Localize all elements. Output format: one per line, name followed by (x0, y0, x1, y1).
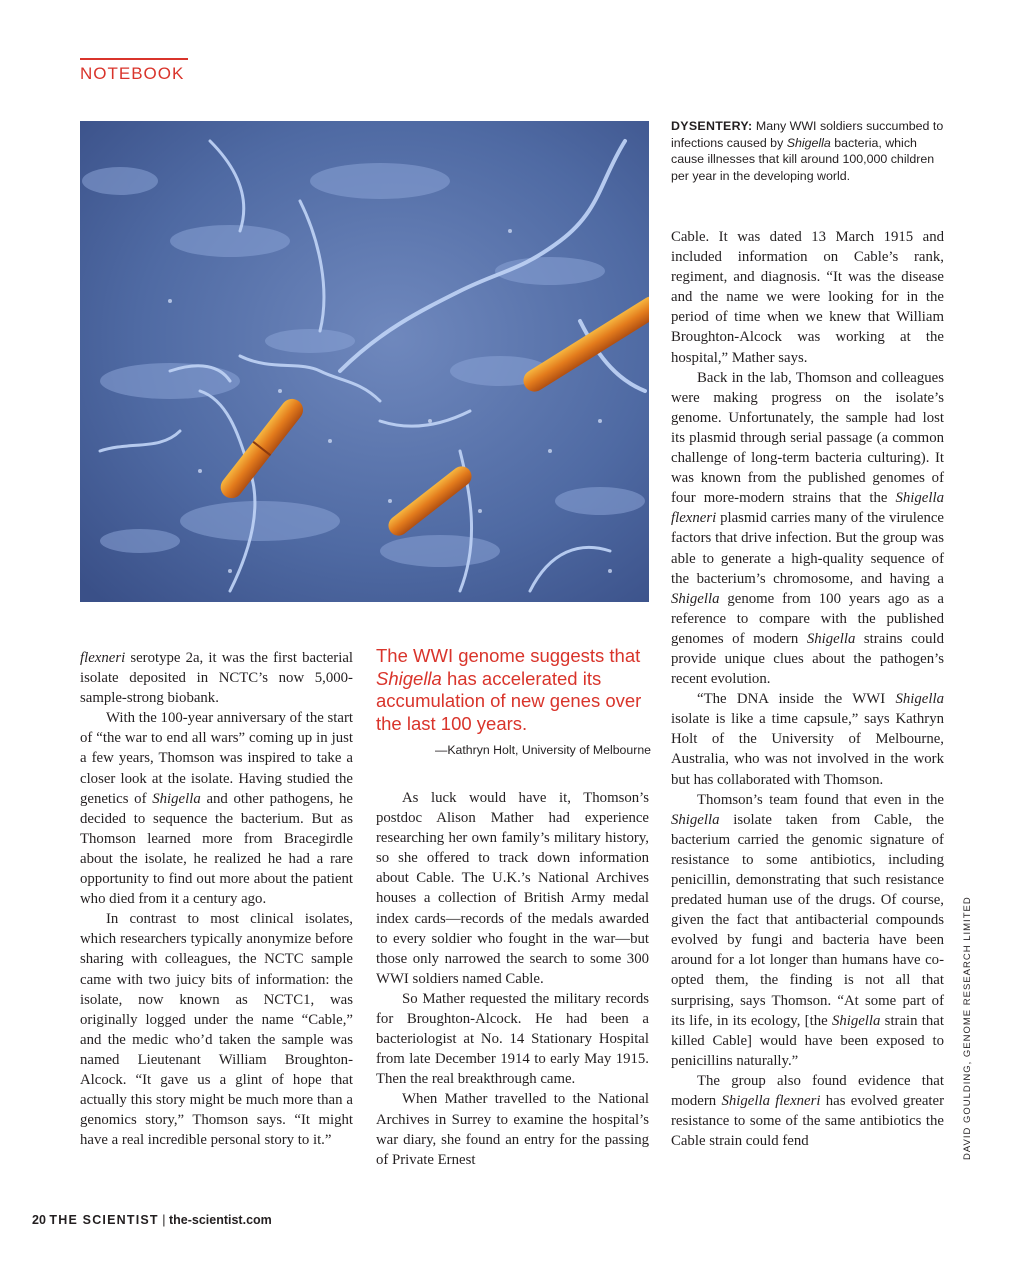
paragraph: Cable. It was dated 13 March 1915 and included information on Cable’s rank, regiment, and diagnosis. “It was the disease and the name we were looking for in the period of time when we knew that William Broughton-Alcock was working at the hospital,” Mather says. (671, 229, 944, 366)
website-link[interactable]: the-scientist.com (168, 1213, 272, 1227)
photo-credit: DAVID GOULDING, GENOME RESEARCH LIMITED (962, 896, 973, 1160)
pull-quote (376, 645, 651, 757)
article-column-1 (80, 648, 353, 1150)
paragraph: “The DNA inside the WWI Shigella isolate is like a time capsule,” says Kathryn Holt of the University of Melbourne, Australia, who was not involved in the work but has collaborated with Thomson. (671, 691, 944, 788)
section-label: NOTEBOOK (80, 64, 185, 83)
magazine-name: THE SCIENTIST (49, 1213, 159, 1227)
photo-caption: DYSENTERY: Many WWI soldiers succumbed to infections caused by Shigella bacteria, which cause illnesses that kill around 100,000 children per year in the developing world. (671, 119, 944, 183)
bacteria-micrograph (80, 121, 649, 602)
paragraph: Thomson’s team found that even in the Shigella isolate taken from Cable, the bacterium carried the genomic signature of resistance to some antibiotics, including penicillin, demonstrating that such resistance predated human use of the drugs. Of course, given the fact that antibacterial compounds evolved by fungi and bacteria have been around for a lot longer than humans have co-opted them, the finding is not all that surprising, says Thomson. “At some part of its life, in its ecology, [the Shigella strain that killed Cable] would have been exposed to penicillins naturally.” (671, 791, 944, 1069)
pull-quote-text: The WWI genome suggests that Shigella has accelerated its accumulation of new genes over the last 100 years. (376, 645, 642, 734)
article-column-2 (376, 788, 649, 1170)
pull-quote-attribution: —Kathryn Holt, University of Melbourne (435, 743, 651, 758)
paragraph: In contrast to most clinical isolates, which researchers typically anonymize before sharing with colleagues, the NCTC sample came with two juicy bits of information: the isolate, now known as NCTC1, was originally logged under the name “Cable,” and the medic who’d taken the sample was named Lieutenant William Broughton-Alcock. “It gave us a glint of hope that actually this story might be much more than a genomics story,” Thomson says. “It might have a real incredible personal story to it.” (80, 911, 353, 1149)
paragraph: So Mather requested the military records for Broughton-Alcock. He had been a bacteriologist at No. 14 Stationary Hospital from late December 1914 to early May 1915. Then the real breakthrough came. (376, 990, 649, 1088)
section-rule (80, 58, 188, 60)
page-number: 20 (32, 1213, 46, 1227)
paragraph: The group also found evidence that modern Shigella flexneri has evolved greater resistance to some of the same antibiotics the Cable strain could fend (671, 1072, 944, 1150)
caption-label: DYSENTERY: (671, 119, 753, 133)
footer-separator: | (162, 1213, 166, 1227)
paragraph: When Mather travelled to the National Archives in Surrey to examine the hospital’s war diary, she found an entry for the passing of Private Ernest (376, 1091, 649, 1168)
paragraph: With the 100-year anniversary of the start of “the war to end all wars” coming up in just a few years, Thomson was inspired to take a closer look at the isolate. Having studied the genetics of Shigella and other pathogens, he decided to sequence the bacterium. But as Thomson learned more from Bracegirdle about the isolate, he realized he had a rare opportunity to find out more about the patient who died from it a century ago. (80, 710, 353, 908)
article-column-3 (671, 227, 944, 1151)
paragraph: As luck would have it, Thomson’s postdoc Alison Mather had experience researching her own family’s military history, so she offered to track down information about Cable. The U.K.’s National Archives houses a collection of British Army medal index cards—records of the medals awarded to every soldier who fought in the war—but those only narrowed the search to some 300 WWI soldiers named Cable. (376, 790, 649, 987)
page-footer (32, 1213, 272, 1227)
paragraph: flexneri serotype 2a, it was the first bacterial isolate deposited in NCTC’s now 5,000-sample-strong biobank. (80, 650, 353, 707)
paragraph: Back in the lab, Thomson and colleagues were making progress on the isolate’s genome. Unfortunately, the sample had lost its plasmid through serial passage (a common challenge of long-term bacteria culturing). It was known from the published genomes of four more-modern strains that the Shigella flexneri plasmid carries many of the virulence factors that drive infection. But the group was able to generate a high-quality sequence of the bacterium’s chromosome, and having a Shigella genome from 100 years ago as a reference to compare with the published genomes of modern Shigella strains could provide unique clues about the pathogen’s recent evolution. (671, 369, 944, 688)
